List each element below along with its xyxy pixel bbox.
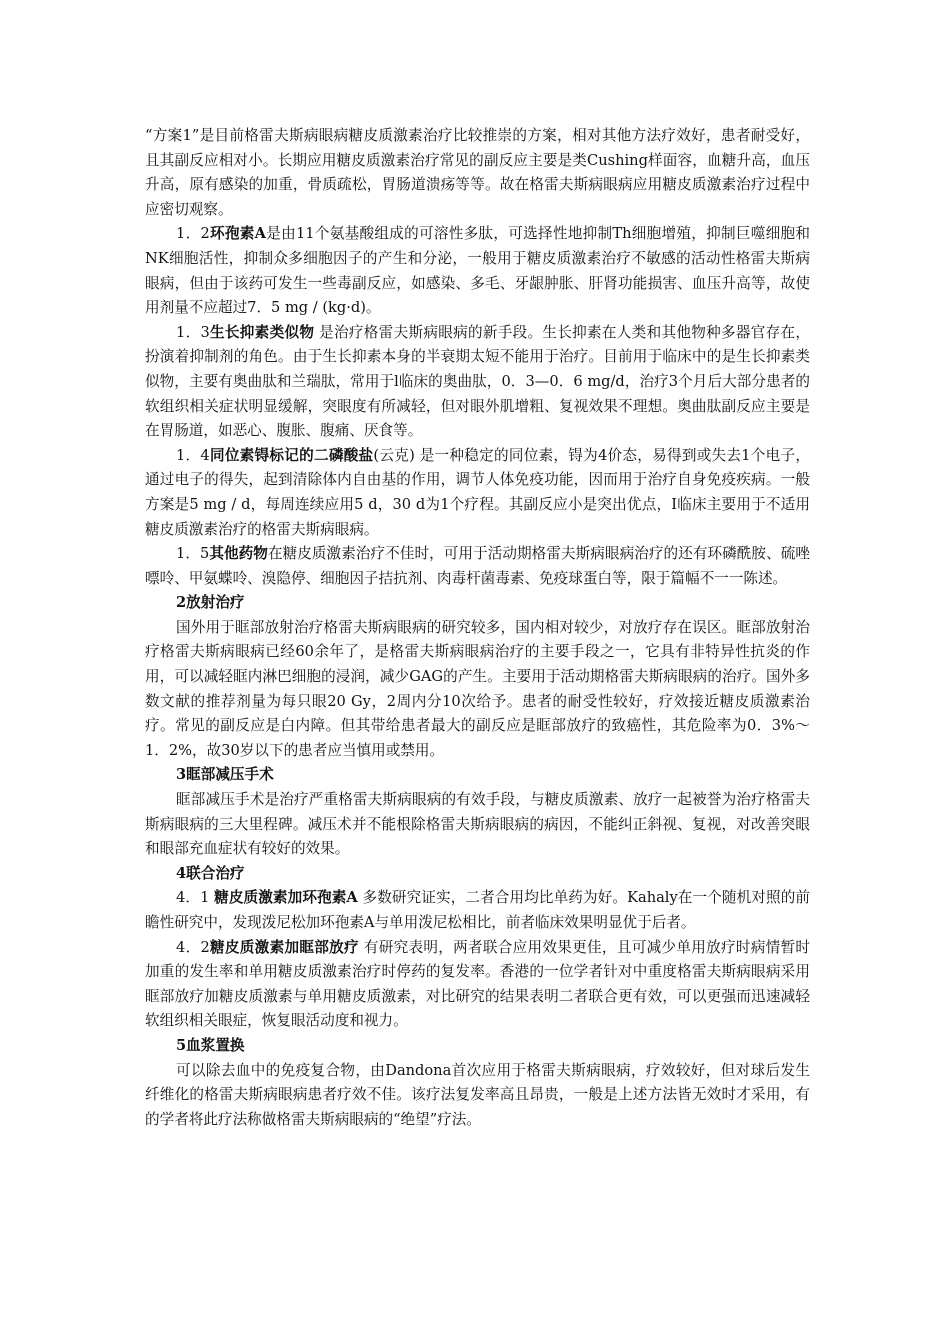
section-body: 有研究表明，两者联合应用效果更佳，且可减少单用放疗时病情暂时加重的发生率和单用糖皮质激素治疗时停药的复发率。香港的一位学者针对中重度格雷夫斯病眼病采用眶部放疗加糖皮质激素与单用糖皮质激素，对比研究的结果表明二者联合更有效，可以更强而迅速减轻软组织相关眼症，恢复眼活动度和视力。 bbox=[145, 938, 810, 1030]
section-body: 是由11个氨基酸组成的可溶性多肽，可选择性地抑制Th细胞增殖，抑制巨噬细胞和NK细胞活性，抑制众多细胞因子的产生和分泌，一般用于糖皮质激素治疗不敏感的活动性格雷夫斯病眼病，但由于该药可发生一些毒副反应，如感染、多毛、牙龈肿胀、肝肾功能损害、血压升高等，故使用剂量不应超过7．5 mg / (kg·d)。 bbox=[145, 225, 810, 317]
document-page bbox=[145, 124, 810, 1132]
section-1-3-somatostatin bbox=[145, 321, 810, 444]
section-1-4-technetium bbox=[145, 444, 810, 542]
section-title: 其他药物 bbox=[209, 545, 268, 563]
section-5-heading: 5血浆置换 bbox=[176, 1036, 245, 1054]
section-1-2-cyclosporine bbox=[145, 222, 810, 320]
section-4-heading: 4联合治疗 bbox=[176, 864, 245, 882]
section-number: 4．2 bbox=[176, 938, 210, 956]
section-2-heading: 2放射治疗 bbox=[176, 594, 245, 612]
section-1-5-other-drugs bbox=[145, 542, 810, 591]
section-body: 在糖皮质激素治疗不佳时，可用于活动期格雷夫斯病眼病治疗的还有环磷酰胺、硫唑嘌呤、甲氨蝶呤、溴隐停、细胞因子拮抗剂、肉毒杆菌毒素、免疫球蛋白等，限于篇幅不一一陈述。 bbox=[145, 545, 810, 587]
paragraph-plan-1-summary bbox=[145, 124, 810, 222]
section-5-body: 可以除去血中的免疫复合物，由Dandona首次应用于格雷夫斯病眼病，疗效较好，但对球后发生纤维化的格雷夫斯病眼病患者疗效不佳。该疗法复发率高且昂贵，一般是上述方法皆无效时才采用，有的学者将此疗法称做格雷夫斯病眼病的“绝望”疗法。 bbox=[145, 1061, 810, 1128]
section-title: 糖皮质激素加环孢素A bbox=[214, 889, 358, 907]
section-4-2-combination bbox=[145, 936, 810, 1034]
section-title-suffix: (云克) bbox=[373, 446, 415, 464]
section-number: 1．4 bbox=[176, 446, 210, 464]
section-3-body: 眶部减压手术是治疗严重格雷夫斯病眼病的有效手段，与糖皮质激素、放疗一起被誉为治疗格雷夫斯病眼病的三大里程碑。减压术并不能根除格雷夫斯病眼病的病因，不能纠正斜视、复视，对改善突眼和眼部充血症状有较好的效果。 bbox=[145, 791, 810, 858]
section-body: 是治疗格雷夫斯病眼病的新手段。生长抑素在人类和其他物种多器官存在，扮演着抑制剂的角色。由于生长抑素本身的半衰期太短不能用于治疗。目前用于临床中的是生长抑素类似物，主要有奥曲肽和兰瑞肽，常用于l临床的奥曲肽，0．3—0．6 mg/d，治疗3个月后大部分患者的软组织相关症状明显缓解，突眼度有所减轻，但对眼外肌增粗、复视效果不理想。奥曲肽副反应主要是在胃肠道，如恶心、腹胀、腹痛、厌食等。 bbox=[145, 323, 810, 440]
section-number: 1．5 bbox=[176, 545, 210, 563]
section-number: 4．1 bbox=[176, 889, 210, 907]
section-title: 同位素锝标记的二磷酸盐 bbox=[209, 446, 374, 464]
section-title: 生长抑素类似物 bbox=[209, 323, 315, 341]
section-4-1-combination bbox=[145, 886, 810, 935]
section-body: 是一种稳定的同位素，锝为4价态，易得到或失去1个电子，通过电子的得失，起到清除体内自由基的作用，调节人体免疫功能，因而用于治疗自身免疫疾病。一般方案是5 mg / d，每周连续应用5 d，30 d为1个疗程。其副反应小是突出优点，I临床主要用于不适用糖皮质激素治疗的格雷夫斯病眼病。 bbox=[145, 446, 810, 538]
section-title: 环孢素A bbox=[209, 225, 266, 243]
section-number: 1．2 bbox=[176, 225, 210, 243]
section-3-heading: 3眶部减压手术 bbox=[176, 766, 274, 784]
section-title: 糖皮质激素加眶部放疗 bbox=[209, 938, 359, 956]
section-body: 多数研究证实，二者合用均比单药为好。Kahaly在一个随机对照的前瞻性研究中，发现泼尼松加环孢素A与单用泼尼松相比，前者临床效果明显优于后者。 bbox=[145, 889, 810, 931]
section-2-body: 国外用于眶部放射治疗格雷夫斯病眼病的研究较多，国内相对较少，对放疗存在误区。眶部放射治疗格雷夫斯病眼病已经60余年了，是格雷夫斯病眼病治疗的主要手段之一，它具有非特异性抗炎的作用，可以减轻眶内淋巴细胞的浸润，减少GAG的产生。主要用于活动期格雷夫斯病眼病的治疗。国外多数文献的推荐剂量为每只眼20 Gy，2周内分10次给予。患者的耐受性较好，疗效接近糖皮质激素治疗。常见的副反应是白内障。但其带给患者最大的副反应是眶部放疗的致癌性，其危险率为0．3%～1．2%，故30岁以下的患者应当慎用或禁用。 bbox=[145, 618, 810, 759]
section-number: 1．3 bbox=[176, 323, 210, 341]
paragraph-text: “方案1”是目前格雷夫斯病眼病糖皮质激素治疗比较推崇的方案，相对其他方法疗效好，患者耐受好，且其副反应相对小。长期应用糖皮质激素治疗常见的副反应主要是类Cushing样面容，血糖升高，血压升高，原有感染的加重，骨质疏松，胃肠道溃疡等等。故在格雷夫斯病眼病应用糖皮质激素治疗过程中应密切观察。 bbox=[145, 127, 810, 218]
